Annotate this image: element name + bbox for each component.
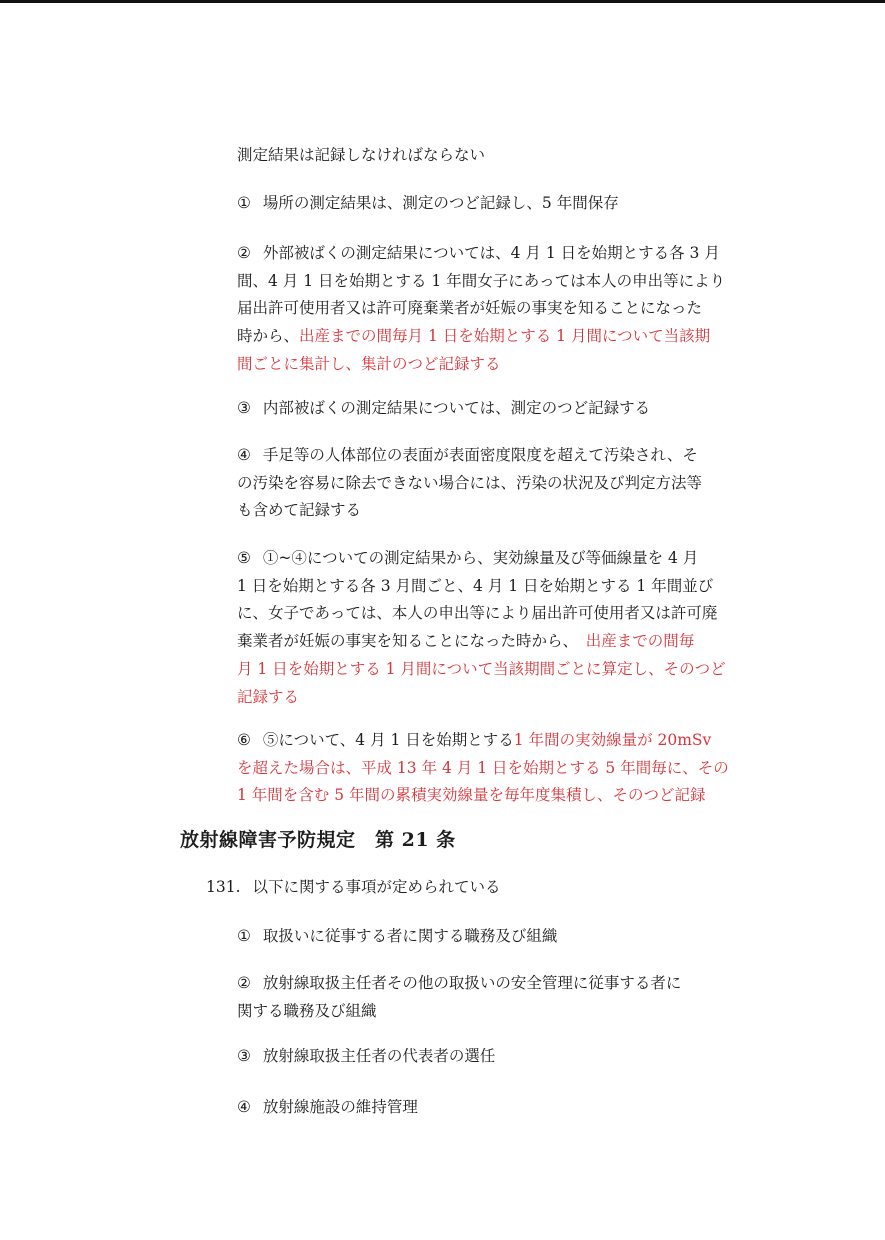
body-text: 外部被ばくの測定結果については、4 月 1 日を始期とする各 3 月	[262, 244, 720, 262]
highlighted-text: 1 年間を含む 5 年間の累積実効線量を毎年度集積し、そのつど記録	[237, 786, 706, 805]
item-5-line	[237, 573, 713, 600]
item-marker: ③	[237, 399, 251, 417]
item-6-line	[237, 782, 706, 809]
item-3-line	[237, 395, 650, 422]
body-text: 内部被ばくの測定結果については、測定のつど記録する	[262, 399, 651, 417]
item-marker: ⑥	[237, 731, 251, 749]
highlighted-text: 記録する	[237, 687, 300, 706]
item-2-line	[237, 351, 501, 378]
item-marker: ④	[237, 1098, 251, 1116]
body-text: 取扱いに従事する者に関する職務及び組織	[262, 927, 558, 945]
body-text: に、女子であっては、本人の申出等により届出許可使用者又は許可廃	[237, 604, 718, 623]
body-text: 関する職務及び組織	[237, 1001, 377, 1020]
body-text: 時から、	[237, 327, 300, 346]
item-marker: ③	[237, 1047, 251, 1065]
body-text: 1 日を始期とする各 3 月間ごと、4 月 1 日を始期とする 1 年間並び	[237, 576, 714, 595]
body-text: 手足等の人体部位の表面が表面密度限度を超えて汚染され、そ	[262, 446, 698, 464]
body-text: 届出許可使用者又は許可廃棄業者が妊娠の事実を知ることになった	[237, 299, 703, 318]
body-text: ⑤について、4 月 1 日を始期とする	[262, 731, 514, 749]
highlighted-text: 出産までの間毎月 1 日を始期とする 1 月間について当該期	[299, 327, 711, 346]
item-marker: ①	[237, 927, 251, 945]
section-heading: 放射線障害予防規定 第 21 条	[180, 829, 456, 851]
item-4-line	[237, 470, 702, 497]
body-text: 放射線施設の維持管理	[262, 1098, 418, 1116]
intro-text: 測定結果は記録しなければならない	[237, 146, 486, 164]
item-2-line	[237, 295, 702, 322]
list2-item-3-line	[237, 1043, 495, 1070]
question-text: 以下に関する事項が定められている	[252, 878, 501, 896]
body-text: 場所の測定結果は、測定のつど記録し、5 年間保存	[262, 194, 619, 212]
item-6-line	[237, 755, 729, 782]
item-marker: ④	[237, 446, 251, 464]
item-2-line	[237, 323, 710, 350]
question-number: 131.	[206, 878, 241, 896]
highlighted-text: 1 年間の実効線量が 20mSv	[513, 731, 712, 749]
body-text: 放射線取扱主任者その他の取扱いの安全管理に従事する者に	[262, 974, 682, 992]
body-text: 間、4 月 1 日を始期とする 1 年間女子にあっては本人の申出等により	[237, 271, 726, 290]
question-line	[206, 874, 501, 901]
item-4-line	[237, 442, 698, 469]
list2-item-4-line	[237, 1094, 418, 1121]
item-marker: ①	[237, 194, 251, 212]
item-marker: ②	[237, 244, 251, 262]
body-text: の汚染を容易に除去できない場合には、汚染の状況及び判定方法等	[237, 473, 703, 492]
item-marker: ⑤	[237, 549, 251, 567]
body-text: も含めて記録する	[237, 501, 362, 520]
item-6-line	[237, 727, 711, 754]
item-5-line	[237, 600, 717, 627]
item-5-line	[237, 628, 694, 655]
item-1-line	[237, 190, 619, 217]
highlighted-text: を超えた場合は、平成 13 年 4 月 1 日を始期とする 5 年間毎に、その	[237, 758, 729, 777]
highlighted-text: 月 1 日を始期とする 1 月間について当該期間ごとに算定し、そのつど	[237, 659, 726, 678]
body-text: ①~④についての測定結果から、実効線量及び等価線量を 4 月	[262, 549, 699, 567]
highlighted-text: 間ごとに集計し、集計のつど記録する	[237, 354, 501, 373]
item-5-line	[237, 684, 299, 711]
item-2-line	[237, 240, 720, 267]
item-2-line	[237, 268, 725, 295]
item-5-line	[237, 656, 726, 683]
body-text: 棄業者が妊娠の事実を知ることになった時から、	[237, 632, 586, 651]
list2-item-2-line	[237, 970, 681, 997]
body-text: 放射線取扱主任者の代表者の選任	[262, 1047, 496, 1065]
list2-item-1-line	[237, 923, 557, 950]
highlighted-text: 出産までの間毎	[585, 632, 695, 651]
list2-item-2-line	[237, 998, 377, 1025]
item-4-line	[237, 497, 361, 524]
item-5-line	[237, 545, 698, 572]
item-marker: ②	[237, 974, 251, 992]
